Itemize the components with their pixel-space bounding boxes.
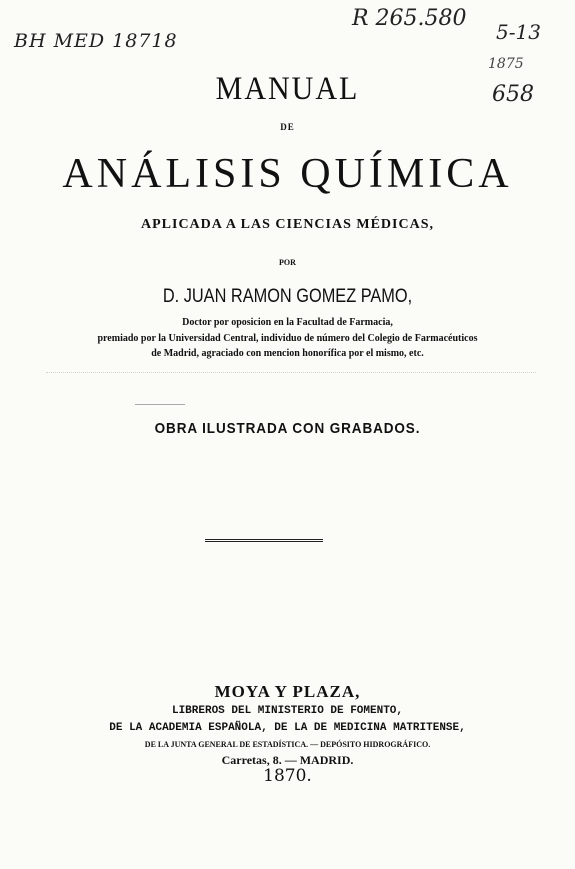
publisher-line-2: DE LA ACADEMIA ESPAÑOLA, DE LA DE MEDICINA MATRITENSE, [109,722,466,734]
publisher-name: MOYA Y PLAZA, [214,682,361,701]
author-credentials-1: Doctor por oposicion en la Facultad de Farmacia, [182,317,393,328]
handwritten-shelfmark-left: BH MED 18718 [14,30,178,52]
author-credentials-3: de Madrid, agraciado con mencion honorífica por el mismo, etc. [151,348,424,359]
title-de: DE [280,122,295,132]
illustrated-note: OBRA ILUSTRADA CON GRABADOS. [154,420,421,437]
decorative-rule [205,539,323,542]
publisher-line-3: DE LA JUNTA GENERAL DE ESTADÍSTICA. — DEPÓSITO HIDROGRÁFICO. [144,740,431,749]
title-analisis-quimica: ANÁLISIS QUÍMICA [62,151,513,197]
title-manual: MANUAL [215,70,360,107]
author-credentials-2: premiado por la Universidad Central, individuo de número del Colegio de Farmacéuticos [97,333,478,344]
subtitle: APLICADA A LAS CIENCIAS MÉDICAS, [141,217,434,232]
short-rule [135,404,185,405]
author-name: D. JUAN RAMON GOMEZ PAMO, [162,286,413,307]
handwritten-shelfmark-center: R 265.580 [352,6,467,31]
publication-year: 1870. [263,766,312,786]
por-label: POR [279,258,296,267]
handwritten-note-right-c: 658 [492,82,534,107]
handwritten-note-right-b: 1875 [488,56,524,72]
publisher-address: Carretas, 8. — MADRID. [221,753,354,767]
handwritten-note-right-a: 5-13 [496,20,541,44]
publisher-line-1: LIBREROS DEL MINISTERIO DE FOMENTO, [171,705,404,717]
bleed-through-mark [46,372,536,375]
